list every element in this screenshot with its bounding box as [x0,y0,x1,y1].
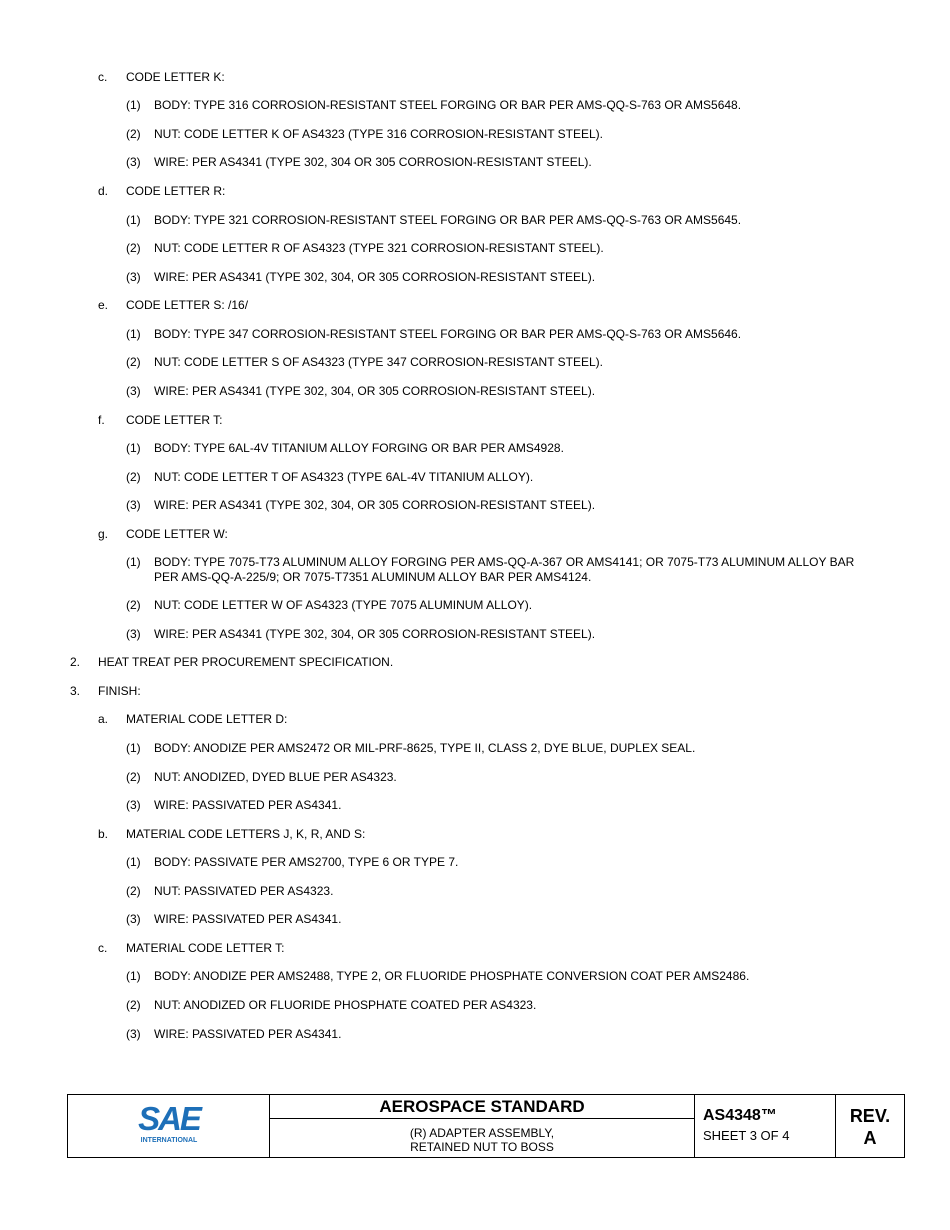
item-text: BODY: ANODIZE PER AMS2488, TYPE 2, OR FLUORIDE PHOSPHATE CONVERSION COAT PER AMS2486. [154,969,750,983]
item-text: NUT: CODE LETTER T OF AS4323 (TYPE 6AL-4V TITANIUM ALLOY). [154,470,534,484]
item-label: (3) [126,384,141,398]
item-label: (3) [126,627,141,641]
item-label: c. [98,941,108,955]
document-number: AS4348™ [703,1107,777,1124]
item-text: NUT: CODE LETTER R OF AS4323 (TYPE 321 CORROSION-RESISTANT STEEL). [154,241,604,255]
item-text: NUT: CODE LETTER K OF AS4323 (TYPE 316 CORROSION-RESISTANT STEEL). [154,127,603,141]
item-text: NUT: CODE LETTER W OF AS4323 (TYPE 7075 ALUMINUM ALLOY). [154,598,533,612]
item-label: c. [98,70,108,84]
item-label: (2) [126,884,141,898]
item-label: (3) [126,270,141,284]
item-text: BODY: TYPE 347 CORROSION-RESISTANT STEEL FORGING OR BAR PER AMS-QQ-S-763 OR AMS5646. [154,327,742,341]
item-label: (3) [126,798,141,812]
title-block [67,1094,905,1158]
item-label: (1) [126,98,141,112]
sae-logo-icon [68,1095,269,1157]
title-cell [269,1095,694,1157]
item-text: BODY: TYPE 316 CORROSION-RESISTANT STEEL FORGING OR BAR PER AMS-QQ-S-763 OR AMS5648. [154,98,742,112]
item-text: CODE LETTER T: [126,413,223,427]
item-label: b. [98,827,109,841]
item-label: a. [98,712,109,726]
item-text: BODY: TYPE 321 CORROSION-RESISTANT STEEL FORGING OR BAR PER AMS-QQ-S-763 OR AMS5645. [154,213,742,227]
standard-subtitle [270,1126,694,1154]
item-text: MATERIAL CODE LETTER T: [126,941,285,955]
item-text: CODE LETTER R: [126,184,226,198]
item-label: (1) [126,741,141,755]
item-label: (2) [126,998,141,1012]
item-text: WIRE: PER AS4341 (TYPE 302, 304, OR 305 CORROSION-RESISTANT STEEL). [154,270,596,284]
item-text: NUT: ANODIZED, DYED BLUE PER AS4323. [154,770,397,784]
subtitle-line-1: (R) ADAPTER ASSEMBLY, [409,1126,555,1140]
item-text: CODE LETTER K: [126,70,225,84]
item-label: d. [98,184,109,198]
item-text: MATERIAL CODE LETTERS J, K, R, AND S: [126,827,366,841]
item-label: (3) [126,498,141,512]
item-label: (2) [126,470,141,484]
item-text: WIRE: PASSIVATED PER AS4341. [154,912,342,926]
item-text: MATERIAL CODE LETTER D: [126,712,288,726]
logo-mark-text: SAE [138,1100,200,1137]
item-label: (2) [126,598,141,612]
item-text: NUT: ANODIZED OR FLUORIDE PHOSPHATE COATED PER AS4323. [154,998,537,1012]
item-text: BODY: TYPE 7075-T73 ALUMINUM ALLOY FORGING PER AMS-QQ-A-367 OR AMS4141; OR 7075-T73 ALUMINUM ALLOY BAR PER AMS-QQ-A-225/9; OR 7075-T7351 ALUMINUM ALLOY BAR PER AMS4124. [154,555,855,584]
item-text: FINISH: [98,684,141,698]
item-text: CODE LETTER S: /16/ [126,298,249,312]
item-text: WIRE: PER AS4341 (TYPE 302, 304 OR 305 CORROSION-RESISTANT STEEL). [154,155,592,169]
revision-cell [835,1095,904,1157]
item-label: (1) [126,441,141,455]
item-label: (1) [126,327,141,341]
item-label: (2) [126,770,141,784]
item-text: WIRE: PER AS4341 (TYPE 302, 304, OR 305 CORROSION-RESISTANT STEEL). [154,384,596,398]
standard-title: AEROSPACE STANDARD [270,1095,694,1119]
item-label: 3. [70,684,81,698]
item-label: g. [98,527,109,541]
item-text: BODY: PASSIVATE PER AMS2700, TYPE 6 OR TYPE 7. [154,855,459,869]
item-text: BODY: ANODIZE PER AMS2472 OR MIL-PRF-8625, TYPE II, CLASS 2, DYE BLUE, DUPLEX SEAL. [154,741,696,755]
sheet-number: SHEET 3 OF 4 [703,1128,790,1143]
item-label: 2. [70,655,81,669]
doc-number-cell [694,1095,835,1157]
item-label: (2) [126,241,141,255]
subtitle-line-2: RETAINED NUT TO BOSS [410,1140,554,1154]
revision [836,1105,904,1149]
item-label: f. [98,413,105,427]
item-label: (1) [126,855,141,869]
item-label: (3) [126,912,141,926]
item-text: CODE LETTER W: [126,527,228,541]
item-label: (2) [126,127,141,141]
item-label: (3) [126,155,141,169]
item-label: (1) [126,555,141,569]
item-label: (1) [126,213,141,227]
item-text: WIRE: PER AS4341 (TYPE 302, 304, OR 305 CORROSION-RESISTANT STEEL). [154,627,596,641]
item-text: WIRE: PASSIVATED PER AS4341. [154,798,342,812]
item-label: e. [98,298,109,312]
logo-sub-text: INTERNATIONAL [140,1137,198,1144]
sae-logo [68,1095,269,1157]
item-text: HEAT TREAT PER PROCUREMENT SPECIFICATION. [98,655,394,669]
item-text: NUT: PASSIVATED PER AS4323. [154,884,334,898]
item-text: WIRE: PER AS4341 (TYPE 302, 304, OR 305 CORROSION-RESISTANT STEEL). [154,498,596,512]
revision-value: A [863,1128,877,1148]
revision-label: REV. [849,1106,891,1126]
item-label: (2) [126,355,141,369]
item-label: (3) [126,1027,141,1041]
item-label: (1) [126,969,141,983]
item-text: NUT: CODE LETTER S OF AS4323 (TYPE 347 CORROSION-RESISTANT STEEL). [154,355,603,369]
item-text: BODY: TYPE 6AL-4V TITANIUM ALLOY FORGING OR BAR PER AMS4928. [154,441,564,455]
item-text: WIRE: PASSIVATED PER AS4341. [154,1027,342,1041]
